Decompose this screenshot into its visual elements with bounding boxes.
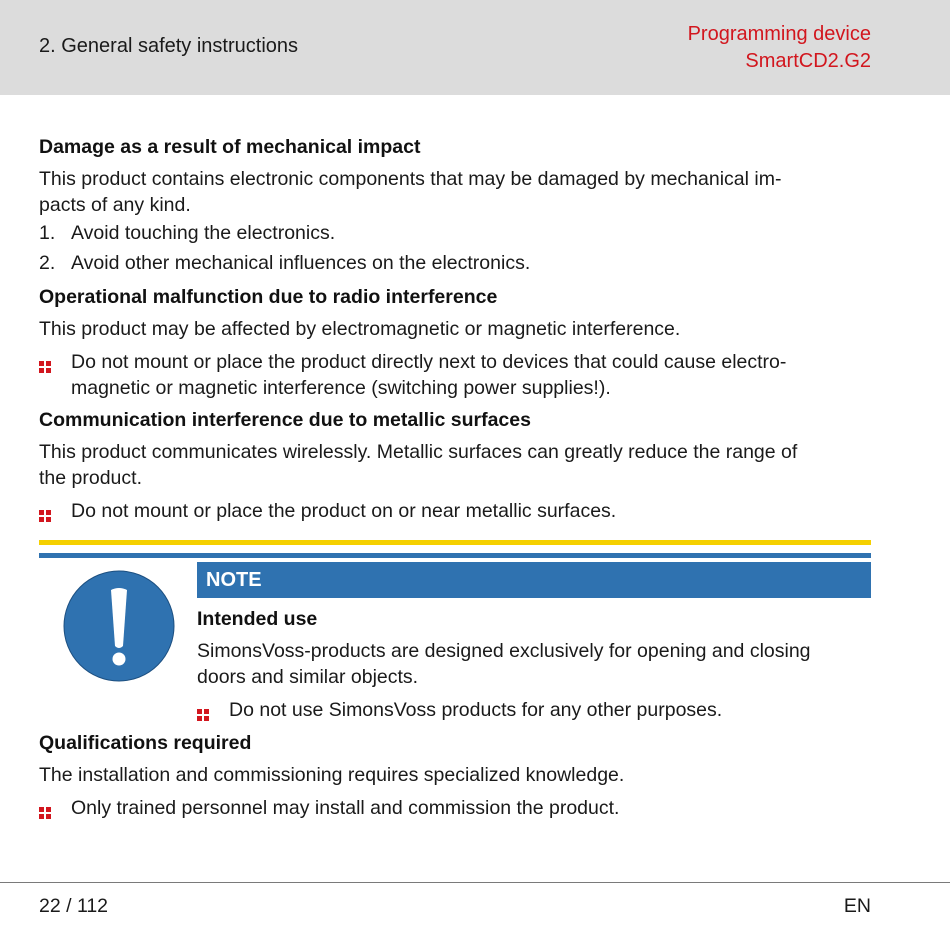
qualifications-text: The installation and commissioning requires specialized knowledge. bbox=[39, 764, 625, 786]
section-title-qualifications: Qualifications required bbox=[39, 732, 252, 754]
note-divider bbox=[39, 553, 871, 558]
page-number: 22 / 112 bbox=[39, 895, 109, 917]
note-block bbox=[39, 540, 871, 728]
bullet-square-icon bbox=[39, 361, 52, 374]
bullet-square-icon bbox=[39, 510, 52, 523]
header-product-line1: Programming device bbox=[687, 23, 871, 45]
page-header bbox=[0, 0, 950, 95]
mechanical-text-line2: pacts of any kind. bbox=[39, 194, 191, 216]
list-number: 1. bbox=[39, 222, 56, 244]
exclamation-circle-icon bbox=[63, 570, 175, 682]
note-bullet: Do not use SimonsVoss products for any other purposes. bbox=[229, 699, 723, 721]
section-title-metallic: Communication interference due to metallic surfaces bbox=[39, 409, 531, 431]
note-title: Intended use bbox=[197, 608, 318, 630]
warning-divider bbox=[39, 540, 871, 545]
metallic-text-line1: This product communicates wirelessly. Metallic surfaces can greatly reduce the range of bbox=[39, 441, 798, 463]
list-text: Avoid other mechanical influences on the electronics. bbox=[71, 252, 531, 274]
qualifications-bullet: Only trained personnel may install and commission the product. bbox=[71, 797, 620, 819]
bullet-item bbox=[39, 349, 871, 401]
mechanical-text-line1: This product contains electronic components that may be damaged by mechanical im- bbox=[39, 168, 782, 190]
header-product-line2: SmartCD2.G2 bbox=[745, 50, 871, 72]
note-text-line1: SimonsVoss-products are designed exclusively for opening and closing bbox=[197, 640, 811, 662]
bullet-item bbox=[39, 498, 871, 530]
note-body bbox=[197, 604, 871, 729]
bullet-item bbox=[197, 697, 871, 729]
bullet-item bbox=[39, 795, 871, 827]
language-code: EN bbox=[843, 895, 871, 917]
bullet-square-icon bbox=[39, 807, 52, 820]
list-item bbox=[39, 248, 871, 278]
page-content bbox=[39, 132, 871, 827]
radio-text: This product may be affected by electromagnetic or magnetic interference. bbox=[39, 318, 681, 340]
list-text: Avoid touching the electronics. bbox=[71, 222, 336, 244]
radio-bullet-line1: Do not mount or place the product directly next to devices that could cause electro- bbox=[71, 351, 787, 373]
radio-bullet-line2: magnetic or magnetic interference (switching power supplies!). bbox=[71, 377, 611, 399]
footer-divider bbox=[0, 882, 950, 883]
list-number: 2. bbox=[39, 252, 56, 274]
note-label-bar: NOTE bbox=[197, 562, 871, 598]
list-item bbox=[39, 218, 871, 248]
metallic-text-line2: the product. bbox=[39, 467, 142, 489]
section-title-radio: Operational malfunction due to radio interference bbox=[39, 286, 498, 308]
metallic-bullet: Do not mount or place the product on or near metallic surfaces. bbox=[71, 500, 617, 522]
section-title-mechanical: Damage as a result of mechanical impact bbox=[39, 136, 421, 158]
header-product-title bbox=[688, 21, 871, 75]
header-section-title: 2. General safety instructions bbox=[39, 35, 299, 57]
note-text-line2: doors and similar objects. bbox=[197, 666, 419, 688]
bullet-square-icon bbox=[197, 709, 210, 722]
